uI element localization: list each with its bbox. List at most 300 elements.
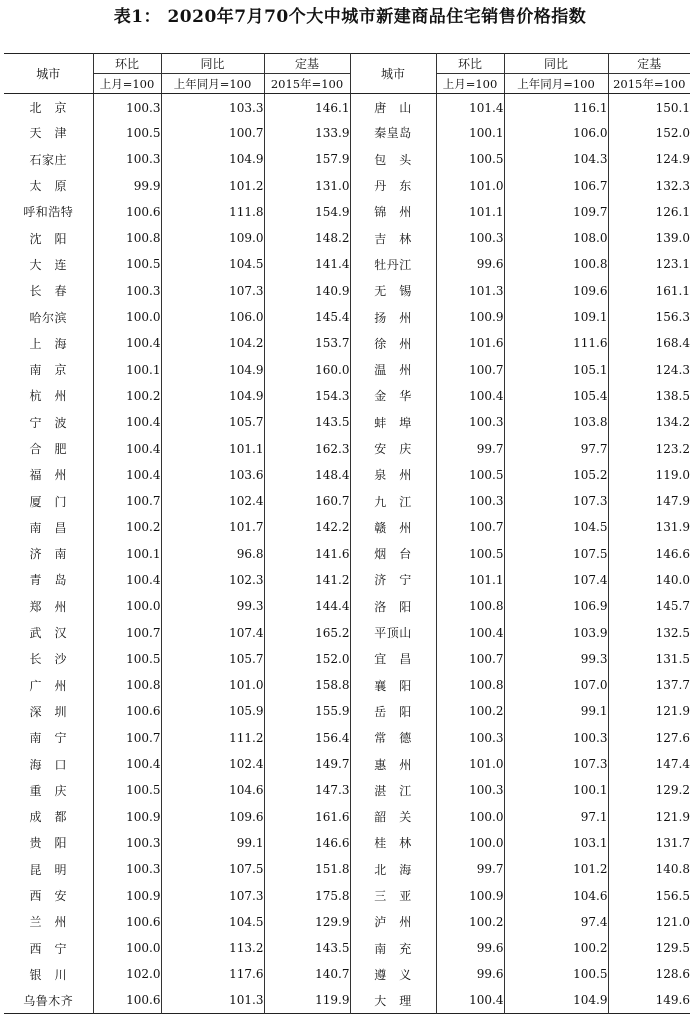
cell-left-fixed: 141.6 (264, 541, 350, 567)
cell-right-city: 南 充 (350, 935, 436, 961)
cell-right-mom: 100.3 (436, 777, 504, 803)
cell-left-city: 广 州 (4, 672, 93, 698)
cell-left-mom: 100.5 (93, 120, 161, 146)
cell-right-mom: 100.1 (436, 120, 504, 146)
cell-left-city: 贵 阳 (4, 830, 93, 856)
cell-right-fixed: 134.2 (655, 415, 690, 430)
cell-left-yoy: 105.9 (161, 698, 264, 724)
cell-right-mom: 101.0 (436, 751, 504, 777)
cell-right-city: 济 宁 (350, 567, 436, 593)
cell-left-fixed: 148.2 (264, 225, 350, 251)
cell-right-fixed: 137.7 (655, 678, 690, 693)
cell-left-fixed: 146.1 (264, 94, 350, 120)
cell-left-yoy: 113.2 (161, 935, 264, 961)
cell-right-city: 大 理 (350, 988, 436, 1014)
cell-left-yoy: 104.2 (161, 330, 264, 356)
table-row (4, 751, 690, 777)
cell-right-fixed: 147.4 (655, 757, 690, 772)
header-fixed-left: 定基 (264, 54, 350, 74)
cell-left-fixed: 156.4 (264, 725, 350, 751)
cell-left-city: 哈尔滨 (4, 304, 93, 330)
cell-left-yoy: 111.2 (161, 725, 264, 751)
cell-left-city: 重 庆 (4, 777, 93, 803)
cell-left-yoy: 107.5 (161, 856, 264, 882)
cell-right-fixed: 121.0 (655, 914, 690, 929)
cell-left-yoy: 101.2 (161, 172, 264, 198)
cell-right-fixed: 132.3 (655, 178, 690, 193)
cell-left-city: 石家庄 (4, 146, 93, 172)
table-row (4, 725, 690, 751)
cell-right-yoy: 97.1 (504, 804, 608, 830)
cell-left-mom: 100.5 (93, 251, 161, 277)
cell-right-city: 遵 义 (350, 961, 436, 987)
cell-right-fixed: 140.0 (655, 572, 690, 587)
cell-left-yoy: 104.9 (161, 383, 264, 409)
cell-left-fixed: 140.7 (264, 961, 350, 987)
cell-right-fixed: 123.2 (655, 441, 690, 456)
cell-left-yoy: 103.6 (161, 462, 264, 488)
cell-left-yoy: 102.4 (161, 751, 264, 777)
cell-left-mom: 100.3 (93, 856, 161, 882)
table-row (4, 304, 690, 330)
cell-right-city: 扬 州 (350, 304, 436, 330)
cell-right-city: 桂 林 (350, 830, 436, 856)
cell-left-fixed: 154.3 (264, 383, 350, 409)
cell-left-city: 大 连 (4, 251, 93, 277)
table-row (4, 935, 690, 961)
cell-right-city: 惠 州 (350, 751, 436, 777)
header-yoy-base-right: 上年同月=100 (504, 74, 608, 94)
cell-right-yoy: 108.0 (504, 225, 608, 251)
cell-right-yoy: 104.5 (504, 514, 608, 540)
cell-right-city: 蚌 埠 (350, 409, 436, 435)
cell-left-fixed: 152.0 (264, 646, 350, 672)
cell-left-fixed: 165.2 (264, 619, 350, 645)
cell-left-mom: 100.0 (93, 935, 161, 961)
cell-right-mom: 100.5 (436, 462, 504, 488)
cell-right-mom: 100.5 (436, 541, 504, 567)
cell-right-yoy: 105.1 (504, 356, 608, 382)
cell-left-fixed: 141.4 (264, 251, 350, 277)
cell-right-city: 韶 关 (350, 804, 436, 830)
cell-right-fixed: 140.8 (655, 862, 690, 877)
table-row (4, 646, 690, 672)
table-row (4, 541, 690, 567)
cell-right-yoy: 99.1 (504, 698, 608, 724)
cell-left-mom: 100.4 (93, 409, 161, 435)
cell-right-yoy: 104.6 (504, 882, 608, 908)
table-row (4, 199, 690, 225)
cell-left-fixed: 151.8 (264, 856, 350, 882)
table-row (4, 409, 690, 435)
cell-right-fixed: 127.6 (655, 730, 690, 745)
cell-left-yoy: 101.3 (161, 988, 264, 1014)
cell-left-mom: 100.2 (93, 383, 161, 409)
cell-right-mom: 99.6 (436, 251, 504, 277)
cell-right-fixed: 147.9 (655, 494, 690, 509)
cell-left-mom: 100.4 (93, 751, 161, 777)
cell-right-mom: 99.7 (436, 856, 504, 882)
cell-right-fixed: 149.6 (655, 993, 690, 1008)
cell-left-city: 福 州 (4, 462, 93, 488)
table-row (4, 435, 690, 461)
cell-right-yoy: 100.1 (504, 777, 608, 803)
cell-right-city: 平顶山 (350, 619, 436, 645)
cell-left-mom: 100.7 (93, 488, 161, 514)
cell-right-mom: 100.9 (436, 882, 504, 908)
cell-right-mom: 100.4 (436, 383, 504, 409)
cell-left-yoy: 103.3 (161, 94, 264, 120)
cell-right-mom: 101.3 (436, 278, 504, 304)
cell-right-yoy: 100.5 (504, 961, 608, 987)
table-body (4, 94, 690, 1014)
cell-left-city: 昆 明 (4, 856, 93, 882)
cell-right-yoy: 100.3 (504, 725, 608, 751)
cell-right-city: 岳 阳 (350, 698, 436, 724)
cell-right-fixed: 128.6 (655, 967, 690, 982)
cell-right-yoy: 106.9 (504, 593, 608, 619)
cell-right-fixed: 156.3 (655, 310, 690, 325)
table-title: 表1： 2020年7月70个大中城市新建商品住宅销售价格指数 (113, 7, 587, 27)
cell-left-city: 武 汉 (4, 619, 93, 645)
table-row (4, 356, 690, 382)
table-row (4, 567, 690, 593)
cell-left-fixed: 146.6 (264, 830, 350, 856)
cell-right-yoy: 109.7 (504, 199, 608, 225)
table-row (4, 383, 690, 409)
table-header (4, 54, 690, 94)
header-fixed-right: 定基 (608, 54, 690, 74)
header-fixed-base-right: 2015年=100 (608, 74, 690, 94)
cell-right-city: 锦 州 (350, 199, 436, 225)
cell-right-city: 宜 昌 (350, 646, 436, 672)
cell-right-yoy: 106.7 (504, 172, 608, 198)
cell-right-mom: 100.7 (436, 356, 504, 382)
table-row (4, 961, 690, 987)
cell-left-fixed: 144.4 (264, 593, 350, 619)
cell-left-fixed: 133.9 (264, 120, 350, 146)
cell-left-mom: 100.2 (93, 514, 161, 540)
header-mom-left: 环比 (93, 54, 161, 74)
cell-left-mom: 100.3 (93, 830, 161, 856)
cell-right-fixed: 124.3 (655, 362, 690, 377)
cell-left-yoy: 105.7 (161, 646, 264, 672)
table-row (4, 909, 690, 935)
cell-right-yoy: 97.4 (504, 909, 608, 935)
cell-left-yoy: 104.6 (161, 777, 264, 803)
cell-right-yoy: 101.2 (504, 856, 608, 882)
cell-right-fixed: 138.5 (655, 388, 690, 403)
table-row (4, 804, 690, 830)
table-row (4, 830, 690, 856)
cell-right-city: 无 锡 (350, 278, 436, 304)
cell-right-city: 三 亚 (350, 882, 436, 908)
cell-right-mom: 100.3 (436, 225, 504, 251)
cell-left-yoy: 107.3 (161, 882, 264, 908)
cell-left-city: 厦 门 (4, 488, 93, 514)
cell-left-city: 西 安 (4, 882, 93, 908)
cell-left-mom: 99.9 (93, 172, 161, 198)
header-mom-right: 环比 (436, 54, 504, 74)
cell-right-yoy: 103.9 (504, 619, 608, 645)
cell-right-fixed: 152.0 (655, 125, 690, 140)
cell-left-yoy: 102.4 (161, 488, 264, 514)
cell-left-yoy: 107.3 (161, 278, 264, 304)
price-index-table (4, 53, 690, 1014)
cell-left-mom: 100.3 (93, 146, 161, 172)
cell-left-yoy: 99.3 (161, 593, 264, 619)
cell-right-yoy: 111.6 (504, 330, 608, 356)
cell-left-mom: 100.3 (93, 94, 161, 120)
cell-right-fixed: 131.7 (655, 835, 690, 850)
cell-right-yoy: 116.1 (504, 94, 608, 120)
cell-right-fixed: 145.7 (655, 599, 690, 614)
cell-right-mom: 101.1 (436, 199, 504, 225)
cell-left-fixed: 119.9 (264, 988, 350, 1014)
cell-left-city: 乌鲁木齐 (4, 988, 93, 1014)
cell-right-city: 襄 阳 (350, 672, 436, 698)
cell-right-yoy: 106.0 (504, 120, 608, 146)
cell-right-yoy: 107.3 (504, 751, 608, 777)
cell-right-fixed: 150.1 (655, 100, 690, 115)
cell-left-yoy: 100.7 (161, 120, 264, 146)
cell-left-fixed: 145.4 (264, 304, 350, 330)
cell-right-yoy: 105.4 (504, 383, 608, 409)
cell-left-city: 杭 州 (4, 383, 93, 409)
cell-right-yoy: 97.7 (504, 435, 608, 461)
cell-left-mom: 100.1 (93, 356, 161, 382)
cell-right-yoy: 103.8 (504, 409, 608, 435)
cell-left-fixed: 143.5 (264, 409, 350, 435)
cell-right-mom: 100.8 (436, 672, 504, 698)
cell-left-yoy: 109.6 (161, 804, 264, 830)
cell-left-yoy: 101.7 (161, 514, 264, 540)
cell-left-city: 长 春 (4, 278, 93, 304)
cell-left-fixed: 141.2 (264, 567, 350, 593)
cell-left-fixed: 131.0 (264, 172, 350, 198)
cell-left-mom: 100.8 (93, 672, 161, 698)
cell-right-yoy: 100.8 (504, 251, 608, 277)
cell-left-mom: 100.7 (93, 725, 161, 751)
cell-left-yoy: 106.0 (161, 304, 264, 330)
cell-left-mom: 100.5 (93, 646, 161, 672)
cell-left-mom: 100.6 (93, 988, 161, 1014)
cell-left-yoy: 111.8 (161, 199, 264, 225)
cell-right-city: 赣 州 (350, 514, 436, 540)
cell-right-fixed: 123.1 (655, 257, 690, 272)
cell-left-fixed: 160.0 (264, 356, 350, 382)
cell-left-yoy: 104.5 (161, 251, 264, 277)
cell-right-yoy: 107.5 (504, 541, 608, 567)
cell-left-mom: 100.6 (93, 698, 161, 724)
cell-left-mom: 100.0 (93, 593, 161, 619)
cell-right-city: 牡丹江 (350, 251, 436, 277)
cell-right-mom: 99.6 (436, 961, 504, 987)
table-row (4, 94, 690, 120)
cell-right-mom: 100.4 (436, 619, 504, 645)
cell-left-yoy: 105.7 (161, 409, 264, 435)
cell-left-fixed: 175.8 (264, 882, 350, 908)
cell-right-mom: 100.9 (436, 304, 504, 330)
cell-right-yoy: 107.0 (504, 672, 608, 698)
cell-right-mom: 101.1 (436, 567, 504, 593)
header-fixed-base-left: 2015年=100 (264, 74, 350, 94)
cell-left-fixed: 154.9 (264, 199, 350, 225)
cell-left-mom: 100.7 (93, 619, 161, 645)
header-city-left: 城市 (4, 54, 93, 94)
cell-right-city: 烟 台 (350, 541, 436, 567)
cell-right-city: 安 庆 (350, 435, 436, 461)
table-row (4, 777, 690, 803)
cell-left-yoy: 99.1 (161, 830, 264, 856)
cell-left-yoy: 107.4 (161, 619, 264, 645)
table-row (4, 172, 690, 198)
cell-left-city: 南 宁 (4, 725, 93, 751)
cell-right-yoy: 104.9 (504, 988, 608, 1014)
cell-right-city: 九 江 (350, 488, 436, 514)
cell-right-city: 泸 州 (350, 909, 436, 935)
cell-right-city: 丹 东 (350, 172, 436, 198)
cell-right-city: 湛 江 (350, 777, 436, 803)
cell-left-city: 太 原 (4, 172, 93, 198)
table-row (4, 514, 690, 540)
cell-left-city: 济 南 (4, 541, 93, 567)
table-row (4, 462, 690, 488)
cell-left-mom: 100.9 (93, 882, 161, 908)
table-row (4, 856, 690, 882)
cell-left-mom: 100.0 (93, 304, 161, 330)
cell-right-fixed: 168.4 (655, 336, 690, 351)
cell-left-fixed: 149.7 (264, 751, 350, 777)
cell-left-fixed: 162.3 (264, 435, 350, 461)
cell-right-mom: 101.4 (436, 94, 504, 120)
cell-right-mom: 100.3 (436, 488, 504, 514)
cell-right-mom: 100.0 (436, 804, 504, 830)
cell-right-city: 常 德 (350, 725, 436, 751)
cell-left-city: 西 宁 (4, 935, 93, 961)
cell-left-city: 郑 州 (4, 593, 93, 619)
cell-right-mom: 100.5 (436, 146, 504, 172)
cell-right-fixed: 124.9 (655, 152, 690, 167)
cell-left-fixed: 148.4 (264, 462, 350, 488)
cell-left-fixed: 147.3 (264, 777, 350, 803)
cell-right-mom: 100.0 (436, 830, 504, 856)
cell-right-yoy: 104.3 (504, 146, 608, 172)
cell-left-yoy: 102.3 (161, 567, 264, 593)
cell-left-fixed: 158.8 (264, 672, 350, 698)
cell-left-mom: 100.6 (93, 909, 161, 935)
cell-right-mom: 99.7 (436, 435, 504, 461)
cell-left-mom: 100.4 (93, 567, 161, 593)
cell-right-fixed: 139.0 (655, 231, 690, 246)
table-row (4, 698, 690, 724)
table-row (4, 120, 690, 146)
cell-left-fixed: 129.9 (264, 909, 350, 935)
cell-right-city: 吉 林 (350, 225, 436, 251)
cell-right-mom: 99.6 (436, 935, 504, 961)
cell-left-city: 银 川 (4, 961, 93, 987)
cell-right-city: 包 头 (350, 146, 436, 172)
cell-left-yoy: 104.9 (161, 356, 264, 382)
cell-left-city: 兰 州 (4, 909, 93, 935)
cell-left-mom: 100.4 (93, 435, 161, 461)
cell-left-city: 青 岛 (4, 567, 93, 593)
cell-left-yoy: 101.1 (161, 435, 264, 461)
header-yoy-right: 同比 (504, 54, 608, 74)
cell-right-mom: 101.6 (436, 330, 504, 356)
cell-right-city: 泉 州 (350, 462, 436, 488)
cell-left-mom: 100.3 (93, 278, 161, 304)
cell-right-mom: 101.0 (436, 172, 504, 198)
cell-left-city: 北 京 (4, 94, 93, 120)
cell-left-mom: 102.0 (93, 961, 161, 987)
cell-right-fixed: 119.0 (655, 467, 690, 482)
cell-left-mom: 100.9 (93, 804, 161, 830)
table-row (4, 488, 690, 514)
cell-left-city: 南 昌 (4, 514, 93, 540)
cell-right-city: 徐 州 (350, 330, 436, 356)
cell-left-fixed: 157.9 (264, 146, 350, 172)
cell-right-mom: 100.3 (436, 409, 504, 435)
cell-right-yoy: 99.3 (504, 646, 608, 672)
cell-right-fixed: 131.5 (655, 651, 690, 666)
cell-right-fixed: 131.9 (655, 520, 690, 535)
table-row (4, 619, 690, 645)
table-row (4, 251, 690, 277)
cell-right-mom: 100.2 (436, 698, 504, 724)
cell-left-fixed: 155.9 (264, 698, 350, 724)
cell-left-yoy: 101.0 (161, 672, 264, 698)
table-row (4, 672, 690, 698)
cell-left-mom: 100.8 (93, 225, 161, 251)
cell-left-fixed: 153.7 (264, 330, 350, 356)
table-row (4, 882, 690, 908)
cell-right-yoy: 103.1 (504, 830, 608, 856)
cell-right-fixed: 126.1 (655, 204, 690, 219)
cell-right-mom: 100.4 (436, 988, 504, 1014)
cell-left-mom: 100.4 (93, 330, 161, 356)
cell-right-fixed: 129.2 (655, 783, 690, 798)
cell-right-yoy: 109.6 (504, 278, 608, 304)
header-yoy-base-left: 上年同月=100 (161, 74, 264, 94)
cell-right-fixed: 156.5 (655, 888, 690, 903)
header-yoy-left: 同比 (161, 54, 264, 74)
cell-right-fixed: 129.5 (655, 941, 690, 956)
header-city-right: 城市 (350, 54, 436, 94)
cell-right-yoy: 107.3 (504, 488, 608, 514)
cell-right-yoy: 107.4 (504, 567, 608, 593)
cell-right-city: 北 海 (350, 856, 436, 882)
cell-left-mom: 100.6 (93, 199, 161, 225)
cell-right-yoy: 100.2 (504, 935, 608, 961)
cell-left-mom: 100.4 (93, 462, 161, 488)
cell-right-fixed: 121.9 (655, 809, 690, 824)
cell-left-yoy: 104.9 (161, 146, 264, 172)
cell-left-city: 呼和浩特 (4, 199, 93, 225)
cell-right-city: 洛 阳 (350, 593, 436, 619)
cell-right-fixed: 121.9 (655, 704, 690, 719)
cell-left-fixed: 160.7 (264, 488, 350, 514)
cell-left-fixed: 161.6 (264, 804, 350, 830)
cell-left-city: 上 海 (4, 330, 93, 356)
header-mom-base-right: 上月=100 (436, 74, 504, 94)
table-row (4, 146, 690, 172)
cell-left-city: 南 京 (4, 356, 93, 382)
cell-left-yoy: 96.8 (161, 541, 264, 567)
cell-left-fixed: 140.9 (264, 278, 350, 304)
cell-left-yoy: 109.0 (161, 225, 264, 251)
cell-right-fixed: 146.6 (655, 546, 690, 561)
